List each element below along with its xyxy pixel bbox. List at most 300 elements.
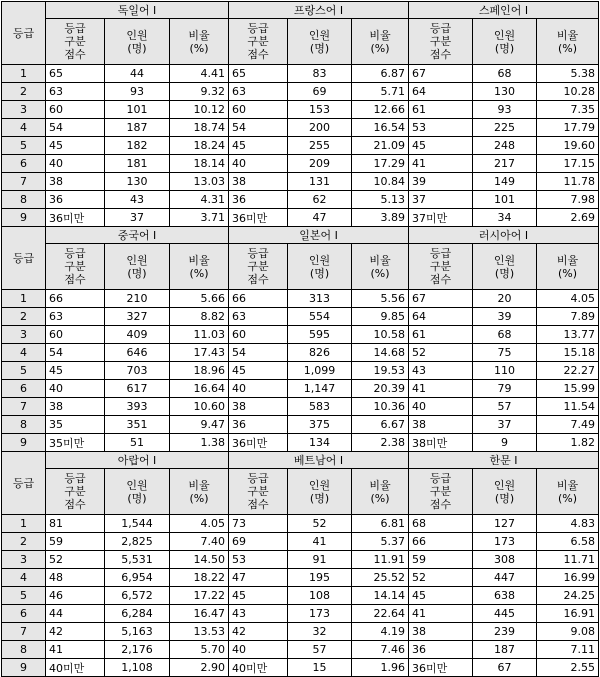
grade-cell: 6 [2, 380, 46, 398]
grade-cell: 7 [2, 398, 46, 416]
count-cell: 57 [473, 398, 537, 416]
score-cell: 38 [46, 173, 105, 191]
ratio-cell: 10.12 [170, 101, 229, 119]
score-cell: 40 [229, 641, 288, 659]
count-cell: 595 [288, 326, 352, 344]
count-cell: 79 [473, 380, 537, 398]
ratio-cell: 9.85 [352, 308, 409, 326]
ratio-cell: 5.66 [170, 290, 229, 308]
ratio-cell: 1.82 [537, 434, 599, 452]
score-cell: 40미만 [229, 659, 288, 677]
ratio-header: 비율 (%) [352, 244, 409, 290]
score-cell: 53 [409, 119, 473, 137]
count-cell: 351 [105, 416, 170, 434]
grade-cell: 5 [2, 587, 46, 605]
count-cell: 93 [105, 83, 170, 101]
score-cell: 40 [229, 380, 288, 398]
score-header: 등급 구분 점수 [46, 469, 105, 515]
count-header: 인원 (명) [105, 244, 170, 290]
score-header: 등급 구분 점수 [409, 19, 473, 65]
score-cell: 59 [409, 551, 473, 569]
ratio-cell: 18.96 [170, 362, 229, 380]
ratio-cell: 5.37 [352, 533, 409, 551]
table-row [2, 191, 599, 209]
column-header-row [2, 469, 599, 515]
ratio-cell: 7.89 [537, 308, 599, 326]
ratio-cell: 7.98 [537, 191, 599, 209]
count-cell: 37 [473, 416, 537, 434]
count-cell: 447 [473, 569, 537, 587]
ratio-cell: 15.18 [537, 344, 599, 362]
ratio-cell: 11.71 [537, 551, 599, 569]
ratio-cell: 9.47 [170, 416, 229, 434]
score-cell: 38 [46, 398, 105, 416]
score-cell: 66 [409, 533, 473, 551]
score-cell: 43 [229, 605, 288, 623]
score-cell: 52 [409, 569, 473, 587]
score-cell: 45 [409, 587, 473, 605]
count-cell: 2,825 [105, 533, 170, 551]
grade-cell: 8 [2, 191, 46, 209]
ratio-cell: 6.81 [352, 515, 409, 533]
count-cell: 173 [473, 533, 537, 551]
score-header: 등급 구분 점수 [46, 19, 105, 65]
count-cell: 9 [473, 434, 537, 452]
ratio-cell: 12.66 [352, 101, 409, 119]
count-cell: 62 [288, 191, 352, 209]
score-cell: 54 [229, 344, 288, 362]
table-row [2, 569, 599, 587]
ratio-cell: 10.28 [537, 83, 599, 101]
language-header-row [2, 452, 599, 469]
score-cell: 36 [46, 191, 105, 209]
ratio-cell: 7.49 [537, 416, 599, 434]
grade-header: 등급 [2, 2, 46, 65]
ratio-cell: 6.67 [352, 416, 409, 434]
count-cell: 37 [105, 209, 170, 227]
ratio-cell: 19.60 [537, 137, 599, 155]
score-cell: 61 [409, 101, 473, 119]
ratio-cell: 1.38 [170, 434, 229, 452]
ratio-cell: 9.08 [537, 623, 599, 641]
ratio-cell: 14.50 [170, 551, 229, 569]
score-cell: 45 [229, 362, 288, 380]
score-cell: 45 [229, 137, 288, 155]
score-cell: 67 [409, 65, 473, 83]
count-cell: 1,108 [105, 659, 170, 677]
table-row [2, 344, 599, 362]
score-cell: 39 [409, 173, 473, 191]
table-row [2, 308, 599, 326]
count-header: 인원 (명) [288, 244, 352, 290]
ratio-cell: 13.77 [537, 326, 599, 344]
grade-cell: 1 [2, 65, 46, 83]
score-cell: 60 [229, 101, 288, 119]
score-cell: 65 [229, 65, 288, 83]
ratio-header: 비율 (%) [537, 469, 599, 515]
score-cell: 47 [229, 569, 288, 587]
count-cell: 217 [473, 155, 537, 173]
score-cell: 37 [409, 191, 473, 209]
grade-cell: 2 [2, 308, 46, 326]
count-cell: 554 [288, 308, 352, 326]
count-cell: 638 [473, 587, 537, 605]
score-cell: 64 [409, 308, 473, 326]
grade-cell: 4 [2, 119, 46, 137]
ratio-cell: 5.38 [537, 65, 599, 83]
score-cell: 63 [229, 308, 288, 326]
score-cell: 81 [46, 515, 105, 533]
table-row [2, 434, 599, 452]
score-cell: 36미만 [229, 209, 288, 227]
score-cell: 36미만 [229, 434, 288, 452]
score-cell: 36 [229, 416, 288, 434]
score-cell: 44 [46, 605, 105, 623]
score-cell: 67 [409, 290, 473, 308]
score-cell: 40미만 [46, 659, 105, 677]
ratio-cell: 24.25 [537, 587, 599, 605]
score-cell: 66 [229, 290, 288, 308]
grade-cell: 2 [2, 83, 46, 101]
grade-cell: 2 [2, 533, 46, 551]
ratio-cell: 7.46 [352, 641, 409, 659]
score-header: 등급 구분 점수 [229, 469, 288, 515]
count-cell: 67 [473, 659, 537, 677]
ratio-cell: 16.54 [352, 119, 409, 137]
ratio-header: 비율 (%) [170, 19, 229, 65]
count-cell: 1,147 [288, 380, 352, 398]
ratio-cell: 2.69 [537, 209, 599, 227]
ratio-cell: 16.99 [537, 569, 599, 587]
score-cell: 63 [46, 308, 105, 326]
score-cell: 42 [46, 623, 105, 641]
score-header: 등급 구분 점수 [409, 469, 473, 515]
score-cell: 45 [409, 137, 473, 155]
count-cell: 393 [105, 398, 170, 416]
grade-cell: 4 [2, 569, 46, 587]
ratio-header: 비율 (%) [170, 244, 229, 290]
ratio-cell: 18.24 [170, 137, 229, 155]
count-cell: 101 [473, 191, 537, 209]
ratio-cell: 14.14 [352, 587, 409, 605]
ratio-cell: 13.53 [170, 623, 229, 641]
score-cell: 73 [229, 515, 288, 533]
ratio-cell: 16.91 [537, 605, 599, 623]
ratio-cell: 16.47 [170, 605, 229, 623]
count-cell: 248 [473, 137, 537, 155]
ratio-cell: 11.03 [170, 326, 229, 344]
ratio-cell: 17.22 [170, 587, 229, 605]
score-cell: 60 [46, 101, 105, 119]
ratio-cell: 2.90 [170, 659, 229, 677]
score-cell: 40 [409, 398, 473, 416]
ratio-cell: 11.54 [537, 398, 599, 416]
count-cell: 130 [473, 83, 537, 101]
count-cell: 255 [288, 137, 352, 155]
table-row [2, 137, 599, 155]
ratio-cell: 15.99 [537, 380, 599, 398]
count-cell: 375 [288, 416, 352, 434]
score-cell: 38 [229, 398, 288, 416]
grade-cell: 9 [2, 209, 46, 227]
score-cell: 40 [229, 155, 288, 173]
count-cell: 327 [105, 308, 170, 326]
score-cell: 45 [46, 137, 105, 155]
table-row [2, 101, 599, 119]
table-row [2, 209, 599, 227]
ratio-cell: 17.43 [170, 344, 229, 362]
count-cell: 34 [473, 209, 537, 227]
ratio-cell: 4.05 [537, 290, 599, 308]
table-row [2, 380, 599, 398]
count-cell: 826 [288, 344, 352, 362]
count-cell: 127 [473, 515, 537, 533]
count-cell: 108 [288, 587, 352, 605]
count-header: 인원 (명) [105, 19, 170, 65]
count-cell: 5,163 [105, 623, 170, 641]
score-cell: 45 [229, 587, 288, 605]
count-cell: 44 [105, 65, 170, 83]
table-row [2, 641, 599, 659]
score-cell: 40 [46, 380, 105, 398]
count-cell: 68 [473, 65, 537, 83]
grade-cell: 7 [2, 623, 46, 641]
count-cell: 173 [288, 605, 352, 623]
count-cell: 313 [288, 290, 352, 308]
table-row [2, 119, 599, 137]
grade-cell: 3 [2, 551, 46, 569]
language-header: 아랍어 Ⅰ [46, 452, 229, 469]
count-header: 인원 (명) [105, 469, 170, 515]
ratio-cell: 21.09 [352, 137, 409, 155]
score-header: 등급 구분 점수 [229, 19, 288, 65]
score-cell: 41 [409, 605, 473, 623]
count-cell: 51 [105, 434, 170, 452]
ratio-cell: 11.91 [352, 551, 409, 569]
language-header: 일본어 Ⅰ [229, 227, 409, 244]
score-cell: 64 [409, 83, 473, 101]
ratio-header: 비율 (%) [537, 244, 599, 290]
table-row [2, 659, 599, 677]
score-cell: 37미만 [409, 209, 473, 227]
count-cell: 6,284 [105, 605, 170, 623]
count-header: 인원 (명) [288, 469, 352, 515]
column-header-row [2, 244, 599, 290]
ratio-cell: 17.15 [537, 155, 599, 173]
ratio-cell: 13.03 [170, 173, 229, 191]
ratio-cell: 5.13 [352, 191, 409, 209]
score-cell: 35 [46, 416, 105, 434]
score-header: 등급 구분 점수 [409, 244, 473, 290]
ratio-cell: 3.89 [352, 209, 409, 227]
count-cell: 2,176 [105, 641, 170, 659]
count-cell: 15 [288, 659, 352, 677]
ratio-cell: 7.11 [537, 641, 599, 659]
grade-cell: 5 [2, 137, 46, 155]
score-cell: 54 [46, 344, 105, 362]
ratio-cell: 2.55 [537, 659, 599, 677]
count-cell: 308 [473, 551, 537, 569]
count-cell: 187 [473, 641, 537, 659]
score-cell: 60 [46, 326, 105, 344]
grade-distribution-table [1, 1, 599, 677]
table-row [2, 362, 599, 380]
score-cell: 36 [409, 641, 473, 659]
ratio-header: 비율 (%) [170, 469, 229, 515]
score-cell: 41 [409, 155, 473, 173]
score-cell: 38 [229, 173, 288, 191]
count-header: 인원 (명) [288, 19, 352, 65]
count-cell: 32 [288, 623, 352, 641]
score-cell: 35미만 [46, 434, 105, 452]
count-cell: 101 [105, 101, 170, 119]
count-cell: 6,954 [105, 569, 170, 587]
grade-cell: 7 [2, 173, 46, 191]
ratio-cell: 4.41 [170, 65, 229, 83]
table-row [2, 515, 599, 533]
table-row [2, 587, 599, 605]
score-cell: 53 [229, 551, 288, 569]
language-header: 한문 Ⅰ [409, 452, 599, 469]
grade-cell: 8 [2, 641, 46, 659]
count-cell: 445 [473, 605, 537, 623]
ratio-cell: 5.70 [170, 641, 229, 659]
count-cell: 93 [473, 101, 537, 119]
grade-cell: 4 [2, 344, 46, 362]
count-cell: 75 [473, 344, 537, 362]
ratio-cell: 7.35 [537, 101, 599, 119]
table-row [2, 533, 599, 551]
score-cell: 43 [409, 362, 473, 380]
ratio-cell: 20.39 [352, 380, 409, 398]
language-header-row [2, 227, 599, 244]
table-row [2, 551, 599, 569]
grade-cell: 6 [2, 605, 46, 623]
grade-cell: 3 [2, 101, 46, 119]
score-cell: 59 [46, 533, 105, 551]
score-cell: 38미만 [409, 434, 473, 452]
table-row [2, 326, 599, 344]
ratio-cell: 16.64 [170, 380, 229, 398]
table-row [2, 416, 599, 434]
ratio-cell: 4.83 [537, 515, 599, 533]
ratio-header: 비율 (%) [537, 19, 599, 65]
ratio-cell: 6.87 [352, 65, 409, 83]
score-cell: 36 [229, 191, 288, 209]
score-cell: 63 [46, 83, 105, 101]
score-header: 등급 구분 점수 [46, 244, 105, 290]
count-cell: 225 [473, 119, 537, 137]
count-cell: 239 [473, 623, 537, 641]
count-cell: 134 [288, 434, 352, 452]
count-cell: 47 [288, 209, 352, 227]
ratio-cell: 4.31 [170, 191, 229, 209]
grade-cell: 1 [2, 290, 46, 308]
score-cell: 65 [46, 65, 105, 83]
count-cell: 41 [288, 533, 352, 551]
ratio-cell: 1.96 [352, 659, 409, 677]
table-row [2, 65, 599, 83]
ratio-cell: 10.60 [170, 398, 229, 416]
grade-header: 등급 [2, 227, 46, 290]
ratio-cell: 18.14 [170, 155, 229, 173]
count-cell: 20 [473, 290, 537, 308]
grade-header: 등급 [2, 452, 46, 515]
score-cell: 45 [46, 362, 105, 380]
ratio-cell: 5.56 [352, 290, 409, 308]
ratio-cell: 18.22 [170, 569, 229, 587]
table-row [2, 605, 599, 623]
score-cell: 38 [409, 416, 473, 434]
count-cell: 52 [288, 515, 352, 533]
ratio-cell: 5.71 [352, 83, 409, 101]
count-cell: 153 [288, 101, 352, 119]
count-cell: 181 [105, 155, 170, 173]
ratio-cell: 17.79 [537, 119, 599, 137]
count-cell: 1,544 [105, 515, 170, 533]
score-cell: 52 [409, 344, 473, 362]
language-header-row [2, 2, 599, 19]
score-cell: 36미만 [409, 659, 473, 677]
score-cell: 48 [46, 569, 105, 587]
score-cell: 42 [229, 623, 288, 641]
score-cell: 54 [46, 119, 105, 137]
ratio-cell: 4.05 [170, 515, 229, 533]
language-header: 러시아어 Ⅰ [409, 227, 599, 244]
grade-cell: 5 [2, 362, 46, 380]
score-cell: 41 [409, 380, 473, 398]
count-cell: 57 [288, 641, 352, 659]
count-cell: 209 [288, 155, 352, 173]
ratio-cell: 22.64 [352, 605, 409, 623]
score-cell: 60 [229, 326, 288, 344]
language-header: 독일어 Ⅰ [46, 2, 229, 19]
count-cell: 210 [105, 290, 170, 308]
table-row [2, 290, 599, 308]
score-cell: 40 [46, 155, 105, 173]
count-cell: 43 [105, 191, 170, 209]
ratio-cell: 6.58 [537, 533, 599, 551]
grade-cell: 6 [2, 155, 46, 173]
language-header: 중국어 Ⅰ [46, 227, 229, 244]
grade-cell: 9 [2, 659, 46, 677]
language-header: 스페인어 Ⅰ [409, 2, 599, 19]
score-cell: 38 [409, 623, 473, 641]
ratio-cell: 17.29 [352, 155, 409, 173]
score-cell: 41 [46, 641, 105, 659]
count-cell: 187 [105, 119, 170, 137]
table-row [2, 398, 599, 416]
score-cell: 68 [409, 515, 473, 533]
ratio-cell: 7.40 [170, 533, 229, 551]
count-header: 인원 (명) [473, 469, 537, 515]
table-row [2, 623, 599, 641]
ratio-cell: 8.82 [170, 308, 229, 326]
score-cell: 36미만 [46, 209, 105, 227]
score-cell: 54 [229, 119, 288, 137]
ratio-cell: 14.68 [352, 344, 409, 362]
ratio-cell: 2.38 [352, 434, 409, 452]
count-cell: 83 [288, 65, 352, 83]
score-cell: 46 [46, 587, 105, 605]
count-cell: 91 [288, 551, 352, 569]
count-cell: 409 [105, 326, 170, 344]
table-row [2, 173, 599, 191]
count-cell: 131 [288, 173, 352, 191]
count-cell: 39 [473, 308, 537, 326]
count-cell: 68 [473, 326, 537, 344]
ratio-cell: 10.84 [352, 173, 409, 191]
